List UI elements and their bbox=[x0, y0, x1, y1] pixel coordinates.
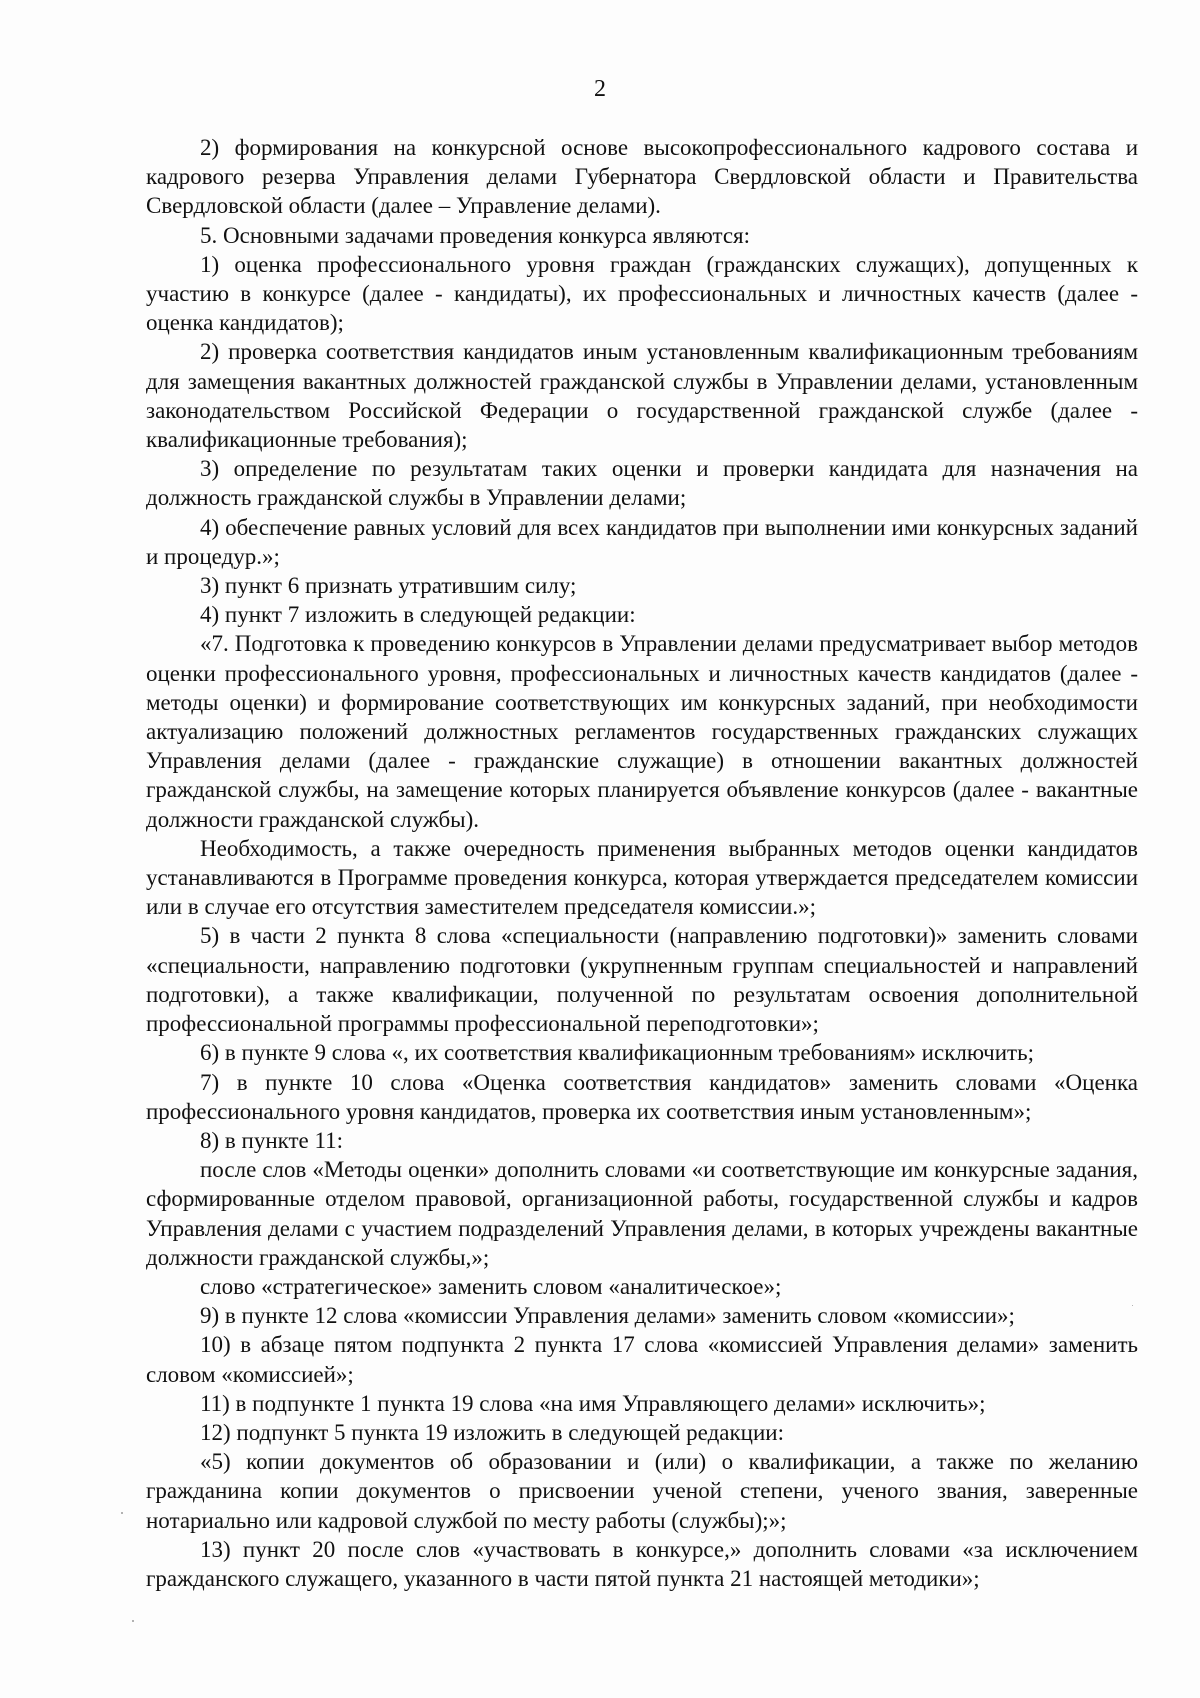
paragraph-amendment-3: 3) пункт 6 признать утратившим силу; bbox=[200, 573, 577, 599]
paragraph-amendment-7: 7) в пункте 10 слова «Оценка соответствия кандидатов» заменить словами «Оценка профессионального уровня кандидатов, проверка их соответствия иным установленным»; bbox=[146, 1069, 1138, 1124]
paragraph-task-1: 1) оценка профессионального уровня граждан (гражданских служащих), допущенных к участию в конкурсе (далее - кандидаты), их профессиональных и личностных качеств (далее - оценка кандидатов); bbox=[146, 251, 1138, 336]
document-body bbox=[146, 133, 1138, 1593]
scan-speck bbox=[1132, 1305, 1133, 1306]
scan-speck bbox=[121, 1512, 123, 1514]
paragraph-amendment-9: 9) в пункте 12 слова «комиссии Управления делами» заменить словом «комиссии»; bbox=[200, 1303, 1015, 1329]
paragraph-amendment-8-word: слово «стратегическое» заменить словом «аналитическое»; bbox=[200, 1273, 782, 1299]
paragraph-amendment-8-methods: после слов «Методы оценки» дополнить словами «и соответствующие им конкурсные задания, сформированные отделом правовой, организационной работы, государственной службы и кадров Управления делами с участием подразделений Управления делами, в которых учреждены вакантные должности гражданской службы,»; bbox=[146, 1157, 1138, 1270]
paragraph-amendment-8: 8) в пункте 11: bbox=[200, 1127, 344, 1153]
paragraph-task-3: 3) определение по результатам таких оценки и проверки кандидата для назначения на должность гражданской службы в Управлении делами; bbox=[146, 456, 1138, 511]
paragraph-item-2-purpose: 2) формирования на конкурсной основе высокопрофессионального кадрового состава и кадрового резерва Управления делами Губернатора Свердловской области и Правительства Свердловской области (далее – Управление делами). bbox=[146, 135, 1138, 219]
paragraph-amendment-12: 12) подпункт 5 пункта 19 изложить в следующей редакции: bbox=[200, 1419, 784, 1445]
paragraph-amendment-13: 13) пункт 20 после слов «участвовать в конкурсе,» дополнить словами «за исключением гражданского служащего, указанного в части пятой пункта 21 настоящей методики»; bbox=[146, 1536, 1138, 1591]
paragraph-amendment-6: 6) в пункте 9 слова «, их соответствия квалификационным требованиям» исключить; bbox=[200, 1040, 1034, 1066]
paragraph-amendment-12-text: «5) копии документов об образовании и (или) о квалификации, а также по желанию гражданина копии документов о присвоении ученой степени, ученого звания, заверенные нотариально или кадровой службой по месту работы (службы);»; bbox=[146, 1449, 1138, 1533]
page-number: 2 bbox=[594, 76, 606, 102]
scan-speck bbox=[132, 1620, 134, 1622]
paragraph-section-5-heading: 5. Основными задачами проведения конкурса являются: bbox=[200, 222, 751, 248]
paragraph-amendment-4: 4) пункт 7 изложить в следующей редакции: bbox=[200, 602, 636, 628]
paragraph-amendment-5: 5) в части 2 пункта 8 слова «специальности (направлению подготовки)» заменить словами «специальности, направлению подготовки (укрупненным группам специальностей и направлений подготовки), а также квалификации, полученной по результатам освоения дополнительной профессиональной программы профессиональной переподготовки»; bbox=[146, 923, 1138, 1037]
paragraph-amendment-11: 11) в подпункте 1 пункта 19 слова «на имя Управляющего делами» исключить»; bbox=[200, 1390, 986, 1416]
paragraph-amendment-10: 10) в абзаце пятом подпункта 2 пункта 17 слова «комиссией Управления делами» заменить словом «комиссией»; bbox=[146, 1332, 1138, 1387]
paragraph-task-2: 2) проверка соответствия кандидатов иным установленным квалификационным требованиям для замещения вакантных должностей гражданской службы в Управлении делами, установленным законодательством Российской Федерации о государственной гражданской службе (далее - квалификационные требования); bbox=[146, 339, 1138, 453]
paragraph-point-7-text: «7. Подготовка к проведению конкурсов в Управлении делами предусматривает выбор методов оценки профессионального уровня, профессиональных и личностных качеств кандидатов (далее - методы оценки) и формирование соответствующих им конкурсных заданий, при необходимости актуализацию положений должностных регламентов государственных гражданских служащих Управления делами (далее - гражданские служащие) в отношении вакантных должностей гражданской службы, на замещение которых планируется объявление конкурсов (далее - вакантные должности гражданской службы). bbox=[146, 631, 1138, 832]
paragraph-task-4: 4) обеспечение равных условий для всех кандидатов при выполнении ими конкурсных заданий и процедур.»; bbox=[146, 514, 1138, 569]
paragraph-point-7-program: Необходимость, а также очередность применения выбранных методов оценки кандидатов устанавливаются в Программе проведения конкурса, которая утверждается председателем комиссии или в случае его отсутствия заместителем председателя комиссии.»; bbox=[146, 835, 1138, 920]
